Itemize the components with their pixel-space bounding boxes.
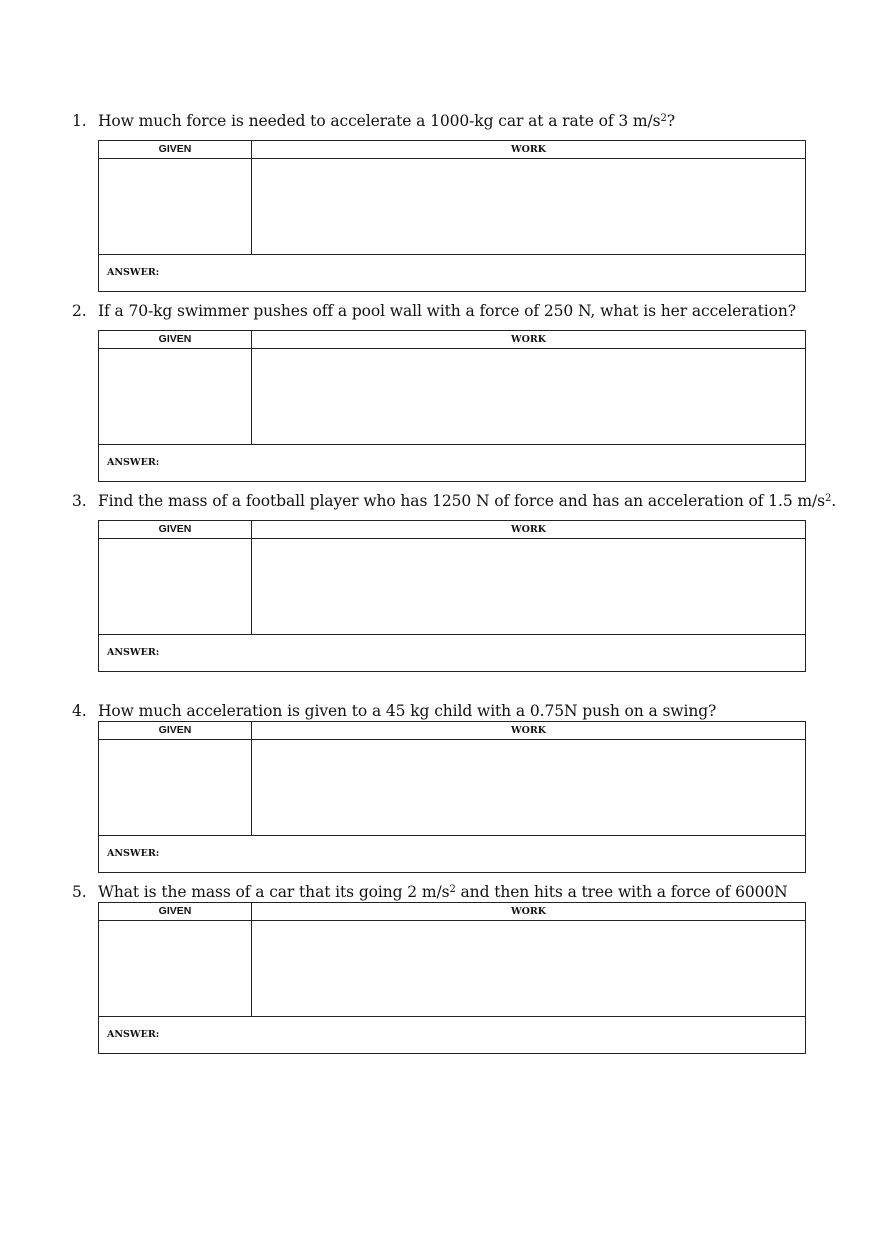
given-field[interactable] [99, 740, 251, 835]
work-field[interactable] [252, 349, 805, 444]
exponent: 2 [449, 884, 456, 895]
answer-label: ANSWER: [107, 1029, 160, 1040]
answer-table [98, 721, 806, 873]
given-field[interactable] [99, 349, 251, 444]
question-prompt: How much acceleration is given to a 45 kg child with a 0.75N push on a swing? [98, 702, 717, 720]
given-header: GIVEN [158, 523, 192, 535]
exponent: 2 [660, 113, 667, 124]
answer-field[interactable] [99, 634, 805, 672]
question-number: 1. [72, 112, 87, 130]
answer-table [98, 140, 806, 292]
work-field[interactable] [252, 921, 805, 1016]
answer-field[interactable] [99, 444, 805, 482]
question-text [72, 881, 788, 903]
given-header: GIVEN [158, 905, 192, 917]
question-text [72, 300, 796, 322]
work-header: WORK [510, 906, 547, 917]
question-text [72, 700, 716, 722]
question-prompt: Find the mass of a football player who has 1250 N of force and has an acceleration of 1.5 $m/s^2$. [98, 492, 837, 510]
answer-label: ANSWER: [107, 647, 160, 658]
work-field[interactable] [252, 539, 805, 634]
question-number: 5. [72, 883, 87, 901]
answer-label: ANSWER: [107, 848, 160, 859]
work-header: WORK [510, 334, 547, 345]
question-prompt: How much force is needed to accelerate a 1000-kg car at a rate of 3 $m/s^2$? [98, 112, 675, 130]
answer-field[interactable] [99, 1016, 805, 1054]
answer-field[interactable] [99, 254, 805, 292]
table-header [99, 903, 805, 921]
table-header [99, 521, 805, 539]
work-header: WORK [510, 524, 547, 535]
table-header [99, 141, 805, 159]
question-number: 2. [72, 302, 87, 320]
question-text [72, 490, 836, 512]
question-number: 4. [72, 702, 87, 720]
question-number: 3. [72, 492, 87, 510]
answer-label: ANSWER: [107, 267, 160, 278]
work-field[interactable] [252, 740, 805, 835]
table-header [99, 331, 805, 349]
answer-label: ANSWER: [107, 457, 160, 468]
exponent: 2 [825, 493, 832, 504]
given-header: GIVEN [158, 143, 192, 155]
given-field[interactable] [99, 921, 251, 1016]
question-prompt: If a 70-kg swimmer pushes off a pool wall with a force of 250 N, what is her acceleration? [98, 302, 796, 320]
work-field[interactable] [252, 159, 805, 254]
answer-table [98, 902, 806, 1054]
table-header [99, 722, 805, 740]
question-prompt: What is the mass of a car that its going 2 $m/s^2$ and then hits a tree with a force of 6000N [98, 883, 788, 901]
given-field[interactable] [99, 159, 251, 254]
given-header: GIVEN [158, 724, 192, 736]
answer-field[interactable] [99, 835, 805, 873]
work-header: WORK [510, 144, 547, 155]
answer-table [98, 520, 806, 672]
answer-table [98, 330, 806, 482]
question-text [72, 110, 675, 132]
given-header: GIVEN [158, 333, 192, 345]
work-header: WORK [510, 725, 547, 736]
given-field[interactable] [99, 539, 251, 634]
